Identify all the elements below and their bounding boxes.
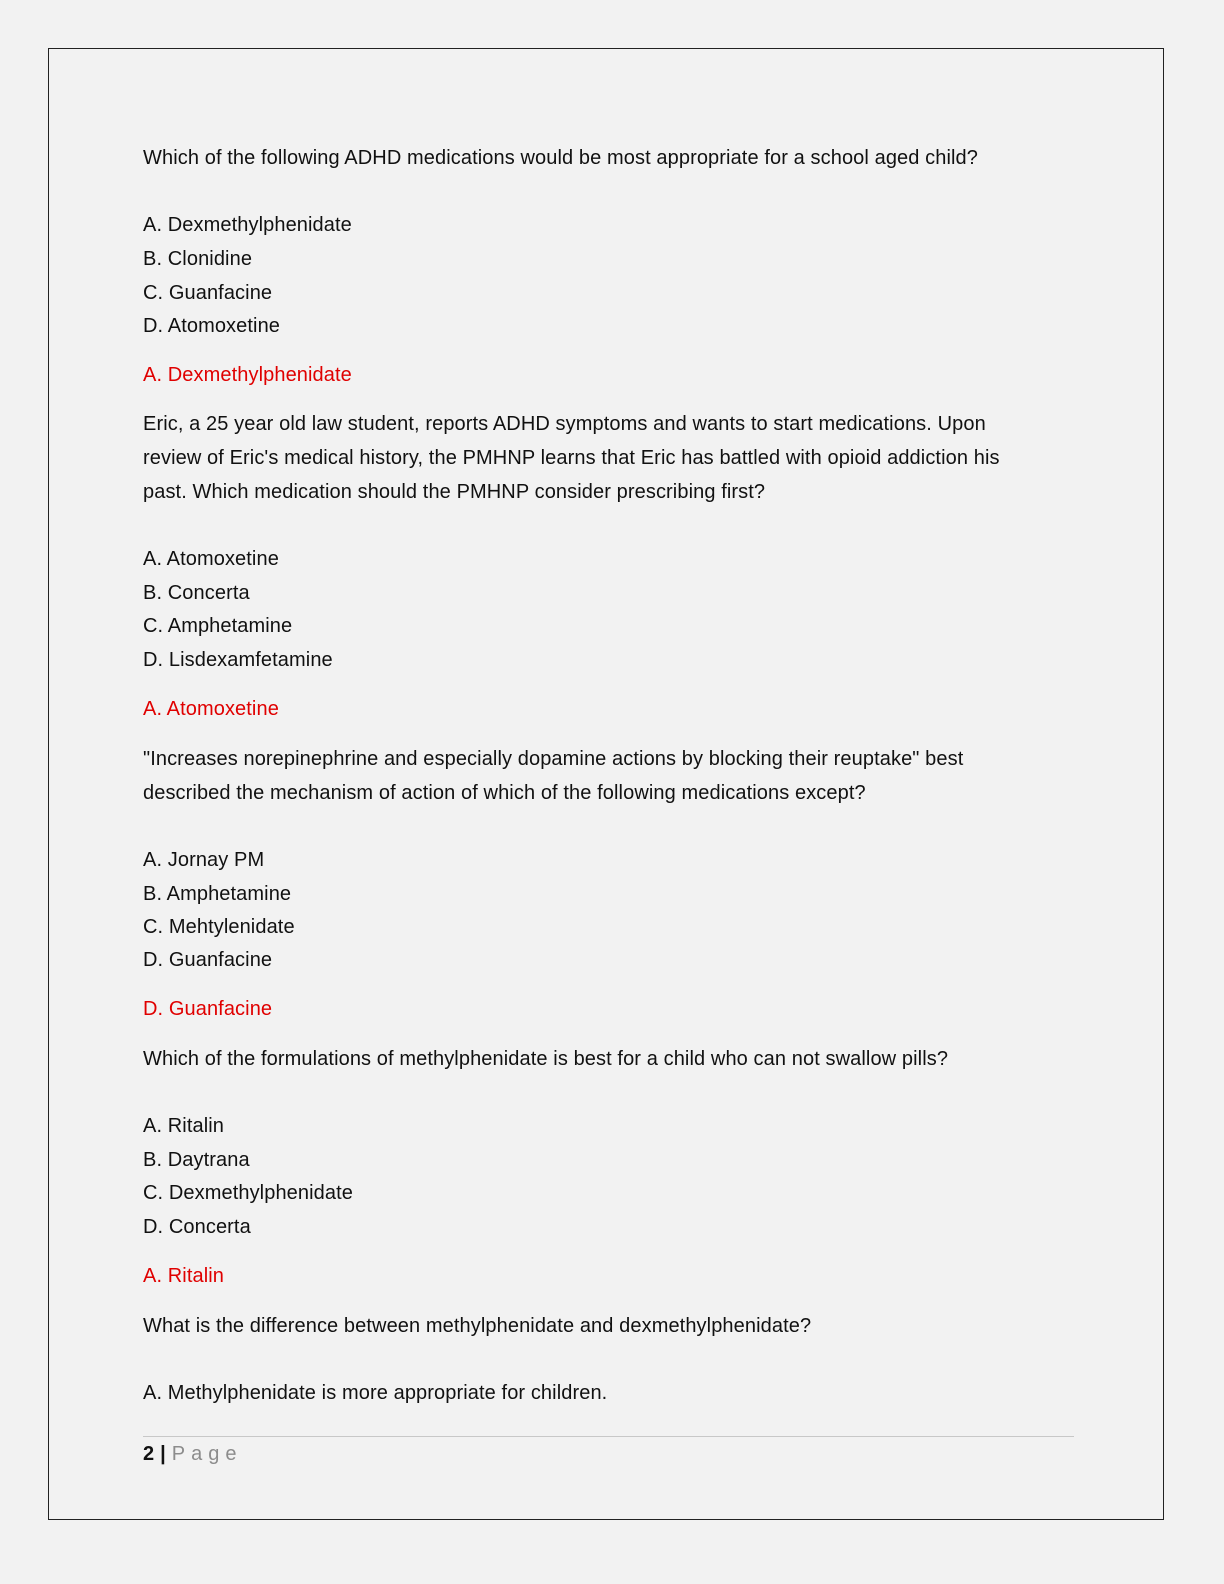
question-3-option-d: D. Guanfacine	[143, 949, 273, 971]
question-1-option-d: D. Atomoxetine	[143, 315, 281, 337]
question-4-option-c: C. Dexmethylphenidate	[143, 1182, 353, 1204]
question-5-stem: What is the difference between methylphenidate and dexmethylphenidate?	[143, 1315, 812, 1337]
question-4-option-b: B. Daytrana	[143, 1149, 250, 1171]
question-3-answer: D. Guanfacine	[143, 998, 273, 1020]
question-1-option-b: B. Clonidine	[143, 248, 253, 270]
question-1-stem: Which of the following ADHD medications would be most appropriate for a school aged child?	[143, 147, 978, 169]
page-label: Page	[171, 1443, 243, 1465]
question-3-option-c: C. Mehtylenidate	[143, 916, 295, 938]
question-2-option-b: B. Concerta	[143, 582, 250, 604]
question-5-option-a: A. Methylphenidate is more appropriate for children.	[143, 1382, 608, 1404]
question-2-stem-line-1: Eric, a 25 year old law student, reports ADHD symptoms and wants to start medications. Upon	[143, 413, 986, 435]
question-1-answer: A. Dexmethylphenidate	[143, 364, 352, 386]
question-2-option-c: C. Amphetamine	[143, 615, 293, 637]
question-3-option-b: B. Amphetamine	[143, 883, 292, 905]
footer-divider	[143, 1436, 1074, 1437]
question-3-stem-line-2: described the mechanism of action of which of the following medications except?	[143, 782, 866, 804]
question-2-option-d: D. Lisdexamfetamine	[143, 649, 333, 671]
question-4-option-d: D. Concerta	[143, 1216, 251, 1238]
question-2-answer: A. Atomoxetine	[143, 698, 279, 720]
question-1-option-c: C. Guanfacine	[143, 282, 273, 304]
question-4-option-a: A. Ritalin	[143, 1115, 225, 1137]
question-2-stem-line-2: review of Eric's medical history, the PMHNP learns that Eric has battled with opioid addiction his	[143, 447, 1000, 469]
question-1-option-a: A. Dexmethylphenidate	[143, 214, 352, 236]
footer-separator: |	[160, 1443, 166, 1465]
question-2-option-a: A. Atomoxetine	[143, 548, 279, 570]
question-2-stem-line-3: past. Which medication should the PMHNP consider prescribing first?	[143, 481, 766, 503]
question-4-answer: A. Ritalin	[143, 1265, 225, 1287]
question-4-stem: Which of the formulations of methylphenidate is best for a child who can not swallow pills?	[143, 1048, 949, 1070]
page-number: 2	[143, 1443, 155, 1465]
question-3-stem-line-1: "Increases norepinephrine and especially dopamine actions by blocking their reuptake" best	[143, 748, 964, 770]
question-3-option-a: A. Jornay PM	[143, 849, 265, 871]
page-footer	[143, 1442, 242, 1466]
